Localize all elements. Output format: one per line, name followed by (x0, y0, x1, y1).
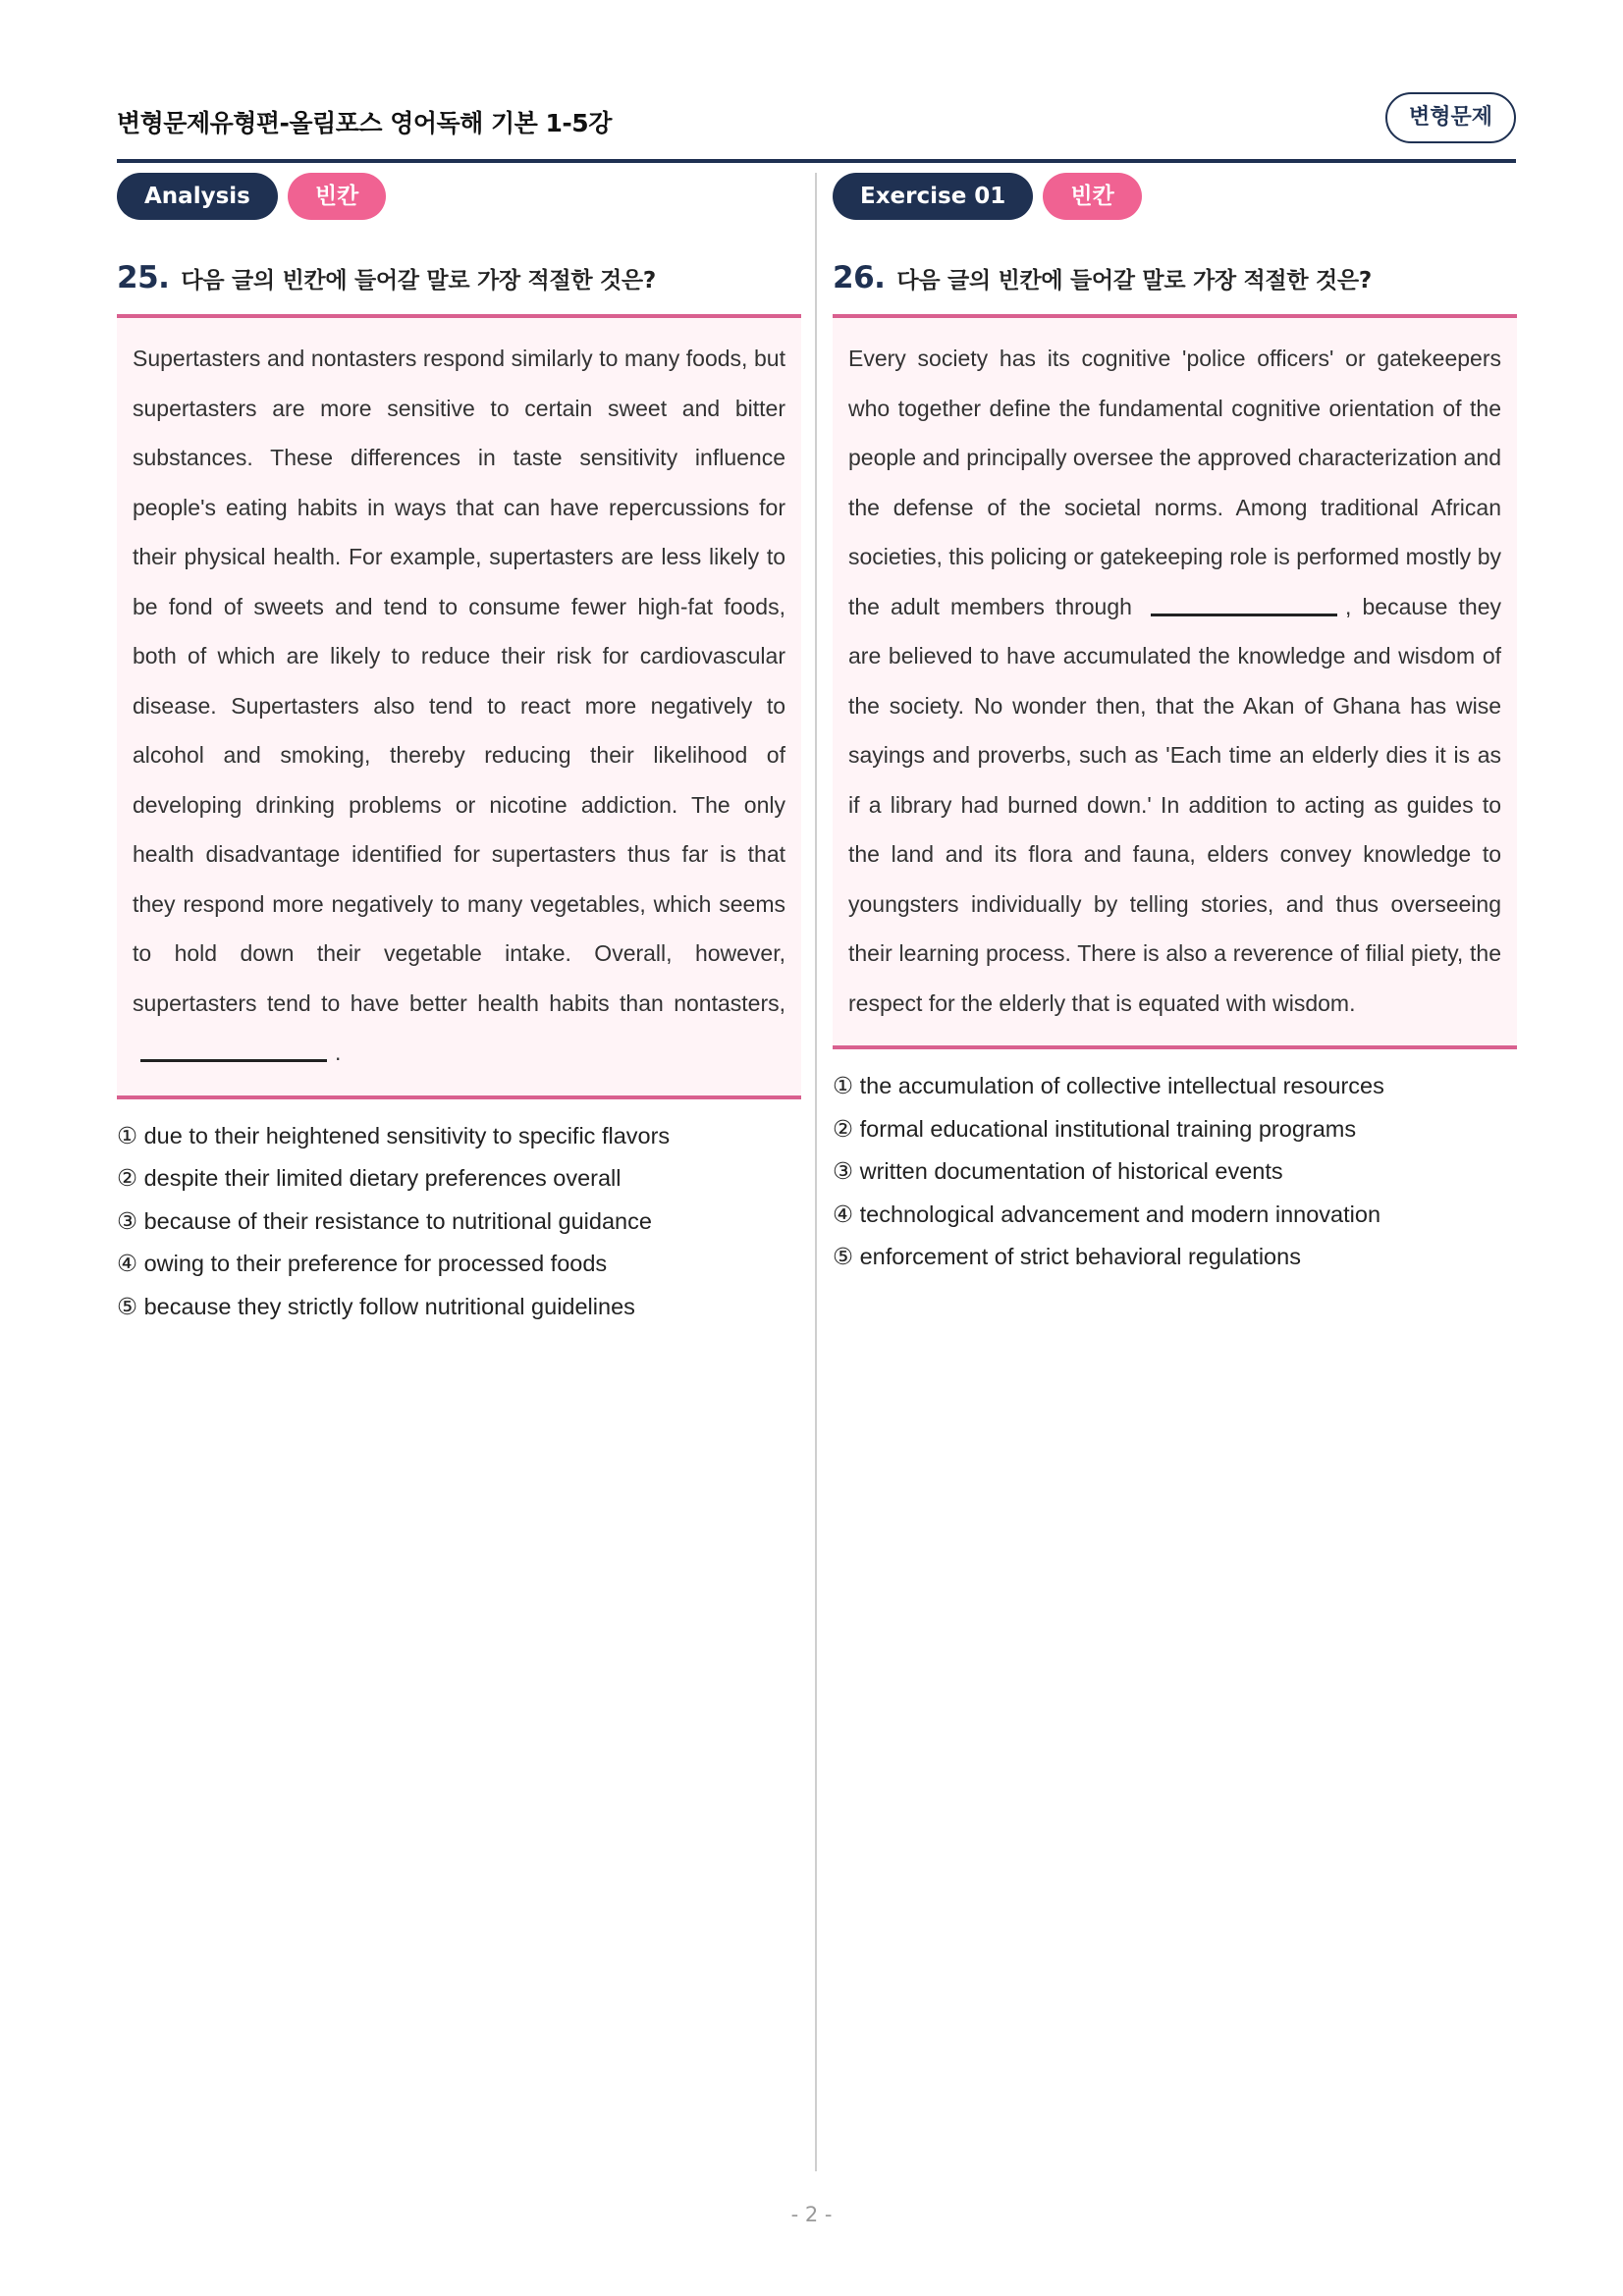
type-tag: 빈칸 (288, 173, 386, 220)
passage-text (848, 334, 1501, 1028)
passage-after-blank: . (335, 1040, 342, 1065)
question-number: 26. (833, 260, 886, 295)
choice-1[interactable]: ① due to their heightened sensitivity to specific flavors (117, 1122, 671, 1148)
type-tag: 빈칸 (1043, 173, 1141, 220)
passage-box (117, 314, 801, 1099)
question-header (117, 258, 801, 297)
problem-type-badge: 변형문제 (1385, 92, 1516, 143)
answer-choices (833, 1065, 1517, 1279)
answer-choices (117, 1115, 801, 1329)
choice-5[interactable]: ⑤ because they strictly follow nutritional guidelines (117, 1293, 635, 1319)
choice-4[interactable]: ④ owing to their preference for processed foods (117, 1251, 608, 1276)
passage-text (133, 334, 785, 1078)
answer-blank (1151, 600, 1337, 616)
choice-3[interactable]: ③ written documentation of historical events (833, 1158, 1283, 1184)
tag-row (833, 173, 1517, 222)
question-header (833, 258, 1517, 297)
question-number: 25. (117, 260, 170, 295)
section-tag: Exercise 01 (833, 173, 1033, 220)
choice-1[interactable]: ① the accumulation of collective intellectual resources (833, 1073, 1384, 1098)
passage-before-blank: Every society has its cognitive 'police officers' or gatekeepers who together define the fundamental cognitive orientation of the people and principally oversee the approved characterization and the defense of the societal norms. Among traditional African societies, this policing or gatekeeping role is performed mostly by the adult members through (848, 346, 1501, 619)
choice-3[interactable]: ③ because of their resistance to nutritional guidance (117, 1207, 652, 1234)
question-26-column (833, 173, 1517, 1279)
choice-4[interactable]: ④ technological advancement and modern innovation (833, 1201, 1381, 1227)
column-divider (815, 173, 817, 2171)
question-25-column (117, 173, 801, 1328)
choice-5[interactable]: ⑤ enforcement of strict behavioral regulations (833, 1244, 1301, 1269)
page-header (117, 92, 1516, 163)
page-number: - 2 - (790, 2203, 833, 2226)
answer-blank (140, 1045, 327, 1062)
question-prompt: 다음 글의 빈칸에 들어갈 말로 가장 적절한 것은? (896, 268, 1372, 294)
choice-2[interactable]: ② despite their limited dietary preferences overall (117, 1165, 622, 1191)
passage-after-blank: , because they are believed to have accumulated the knowledge and wisdom of the society. No wonder then, that the Akan of Ghana has wise sayings and proverbs, such as 'Each time an elderly dies it is as if a library had burned down.' In addition to acting as guides to the land and its flora and fauna, elders convey knowledge to youngsters individually by telling stories, and thus overseeing their learning process. There is also a reverence of filial piety, the respect for the elderly that is equated with wisdom. (848, 593, 1501, 1016)
passage-box (833, 314, 1517, 1049)
section-tag: Analysis (117, 173, 278, 220)
passage-before-blank: Supertasters and nontasters respond similarly to many foods, but supertasters are more sensitive to certain sweet and bitter substances. These differences in taste sensitivity influence people's eating habits in ways that can have repercussions for their physical health. For example, supertasters are less likely to be fond of sweets and tend to consume fewer high-fat foods, both of which are likely to reduce their risk for cardiovascular disease. Supertasters also tend to react more negatively to alcohol and smoking, thereby reducing their likelihood of developing drinking problems or nicotine addiction. The only health disadvantage identified for supertasters thus far is that they respond more negatively to many vegetables, which seems to hold down their vegetable intake. Overall, however, supertasters tend to have better health habits than nontasters, (133, 346, 785, 1016)
question-prompt: 다음 글의 빈칸에 들어갈 말로 가장 적절한 것은? (181, 268, 656, 294)
choice-2[interactable]: ② formal educational institutional training programs (833, 1115, 1357, 1142)
document-title: 변형문제유형편-올림포스 영어독해 기본 1-5강 (117, 109, 612, 137)
tag-row (117, 173, 801, 222)
